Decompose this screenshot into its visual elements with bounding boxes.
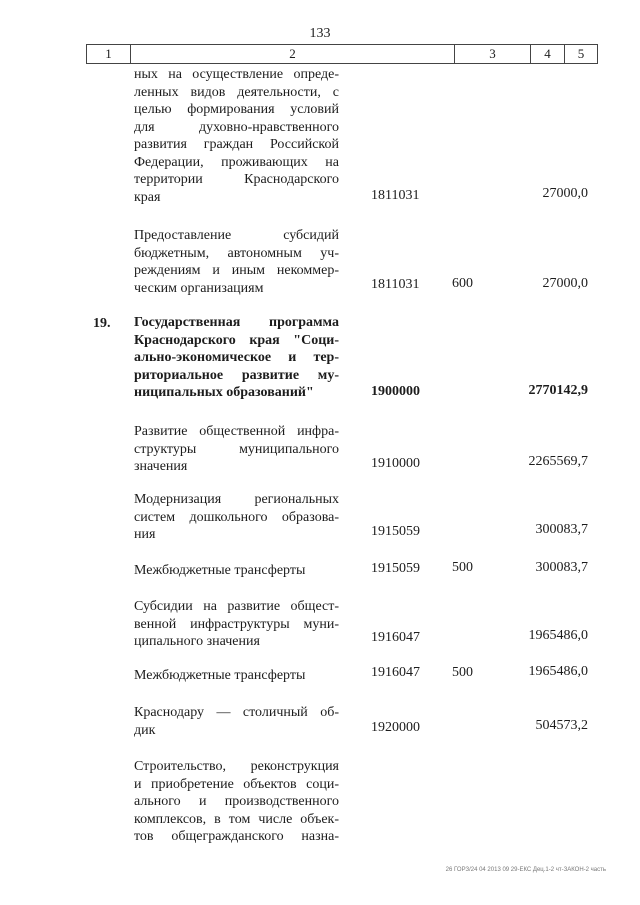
table-row-description: Предоставление субсидий бюджетным, автономным уч- реждениям и иным некоммер- ческим организациям [134, 228, 339, 296]
row-code: 1900000 [371, 384, 420, 399]
table-row-description: Развитие общественной инфра- структуры муниципального значения [134, 424, 339, 474]
row-code: 1915059 [371, 524, 420, 539]
row-code: 1915059 [371, 561, 420, 576]
row-code: 1811031 [371, 188, 420, 203]
row-sum: 2265569,7 [528, 454, 588, 469]
row-sum: 300083,7 [535, 522, 588, 537]
table-row-description: Строительство, реконструкция и приобретение объектов соци- ального и производственного комплексов, в том числе объек- тов общегражданского назна- [134, 759, 339, 844]
row-expense-type: 500 [452, 560, 473, 575]
row-sum: 300083,7 [535, 560, 588, 575]
table-row-description: Межбюджетные трансферты [134, 563, 306, 578]
page-number: 133 [309, 26, 331, 41]
row-sum: 1965486,0 [528, 664, 588, 679]
row-expense-type: 500 [452, 665, 473, 680]
row-code: 1916047 [371, 665, 420, 680]
table-row-description: Модернизация региональных систем дошкольного образова- ния [134, 492, 339, 542]
program-number: 19. [93, 316, 111, 331]
table-row-description: ных на осуществление опреде- ленных видов деятельности, с целью формирования условий для духовно-нравственного развития граждан Российской Федерации, проживающих на территории Краснодарского края [134, 67, 339, 205]
table-row-description: Государственная программа Краснодарского края "Соци- ально-экономическое и тер- риториальное развитие му- ниципальных образований" [134, 315, 339, 400]
row-code: 1910000 [371, 456, 420, 471]
row-code: 1916047 [371, 630, 420, 645]
table-row-description: Субсидии на развитие общест- венной инфраструктуры муни- ципального значения [134, 599, 339, 649]
column-header-2: 2 [131, 45, 455, 63]
column-header-1: 1 [87, 45, 131, 63]
column-header-4: 4 [531, 45, 565, 63]
row-sum: 27000,0 [542, 276, 588, 291]
row-sum: 504573,2 [535, 718, 588, 733]
row-sum: 27000,0 [542, 186, 588, 201]
row-code: 1920000 [371, 720, 420, 735]
table-row-description: Краснодару — столичный об- дик [134, 705, 339, 738]
column-header-5: 5 [577, 46, 585, 61]
row-sum: 2770142,9 [528, 383, 588, 398]
row-code: 1811031 [371, 277, 420, 292]
row-expense-type: 600 [452, 276, 473, 291]
table-header-row [86, 44, 598, 64]
table-row-description: Межбюджетные трансферты [134, 668, 306, 683]
document-footer: 26 ГОРЗ/24 04 2013 09 29-ЕКС Дец.1-2 чт-ЗАКОН-2 часть [445, 867, 606, 873]
row-sum: 1965486,0 [528, 628, 588, 643]
column-header-3: 3 [455, 45, 531, 63]
